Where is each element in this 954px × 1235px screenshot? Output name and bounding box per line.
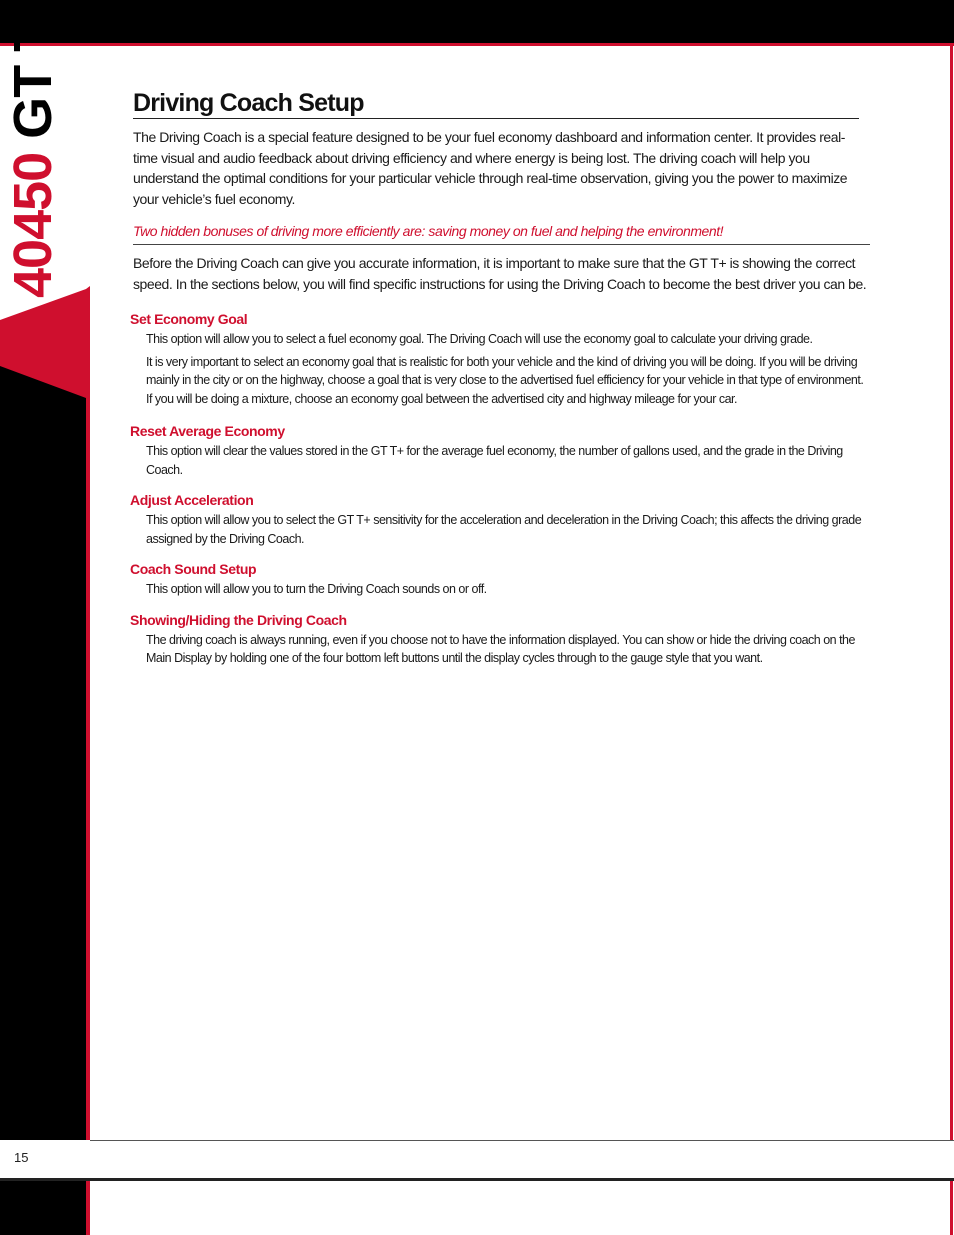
spine-model: 40450: [3, 152, 63, 298]
spine-sup: +: [4, 3, 37, 20]
section-heading: Showing/Hiding the Driving Coach: [130, 611, 347, 628]
section-heading: Coach Sound Setup: [130, 561, 257, 577]
section-paragraph: The driving coach is always running, even if you choose not to have the information displayed. You can show or hide the driving coach on the Main Display by holding one of the four bottom left buttons until the display cycles through to the gauge style that you want.: [146, 632, 855, 665]
bottom-left-block: [0, 1181, 86, 1235]
tip-text: Two hidden bonuses of driving more efficiently are: saving money on fuel and helping the environment!: [133, 223, 870, 245]
section-showing-hiding: [130, 611, 873, 668]
section-reset-average-economy: [130, 422, 873, 479]
main-content: [130, 88, 873, 672]
section-paragraph: It is very important to select an economy goal that is realistic for both your vehicle and the kind of driving you will be doing. If you will be driving mainly in the city or on the highway, choose a goal that is very close to the advertised fuel efficiency for your vehicle in that type of environment. If you will be doing a mixture, choose an economy goal between the advertised city and highway mileage for your car.: [146, 354, 864, 406]
before-paragraph: Before the Driving Coach can give you accurate information, it is important to make sure that the GT T+ is showing the correct speed. In the sections below, you will find specific instructions for using the Driving Coach to become the best driver you can be.: [133, 255, 867, 292]
section-set-economy-goal: [130, 310, 873, 408]
intro-paragraph: The Driving Coach is a special feature designed to be your fuel economy dashboard and information center. It provides real-time visual and audio feedback about driving efficiency and where energy is being lost. The driving coach will help you understand the optimal conditions for your particular vehicle through real-time observation, giving you the power to maximize your vehicle’s fuel economy.: [133, 129, 848, 207]
section-body: [146, 580, 870, 599]
bottom-left-red-rule: [86, 1181, 90, 1235]
section-heading: Reset Average Economy: [130, 423, 285, 439]
section-paragraph: This option will allow you to select the GT T+ sensitivity for the acceleration and deceleration in the Driving Coach; this affects the driving grade assigned by the Driving Coach.: [146, 513, 862, 546]
section-adjust-acceleration: [130, 491, 873, 548]
spine-name: GT T: [3, 19, 63, 139]
spine-title: [3, 3, 63, 298]
bottom-dark-rule: [0, 1178, 954, 1181]
footer-rule: [90, 1140, 954, 1141]
section-paragraph: This option will allow you to turn the Driving Coach sounds on or off.: [146, 582, 487, 596]
page-number: 15: [14, 1150, 29, 1165]
section-paragraph: This option will allow you to select a fuel economy goal. The Driving Coach will use the economy goal to calculate your driving grade.: [146, 332, 813, 346]
top-red-rule: [0, 43, 954, 46]
section-body: [146, 442, 870, 479]
section-body: [146, 330, 870, 408]
section-paragraph: This option will clear the values stored in the GT T+ for the average fuel economy, the number of gallons used, and the grade in the Driving Coach.: [146, 444, 843, 477]
page-title: Driving Coach Setup: [133, 88, 859, 119]
section-heading: Adjust Acceleration: [130, 492, 254, 508]
section-body: [146, 511, 870, 548]
top-black-bar: [0, 0, 954, 43]
bottom-right-red-rule: [950, 1181, 953, 1235]
section-body: [146, 631, 870, 668]
section-heading: Set Economy Goal: [130, 311, 248, 327]
right-red-rule: [950, 46, 953, 1140]
section-coach-sound-setup: [130, 560, 873, 599]
